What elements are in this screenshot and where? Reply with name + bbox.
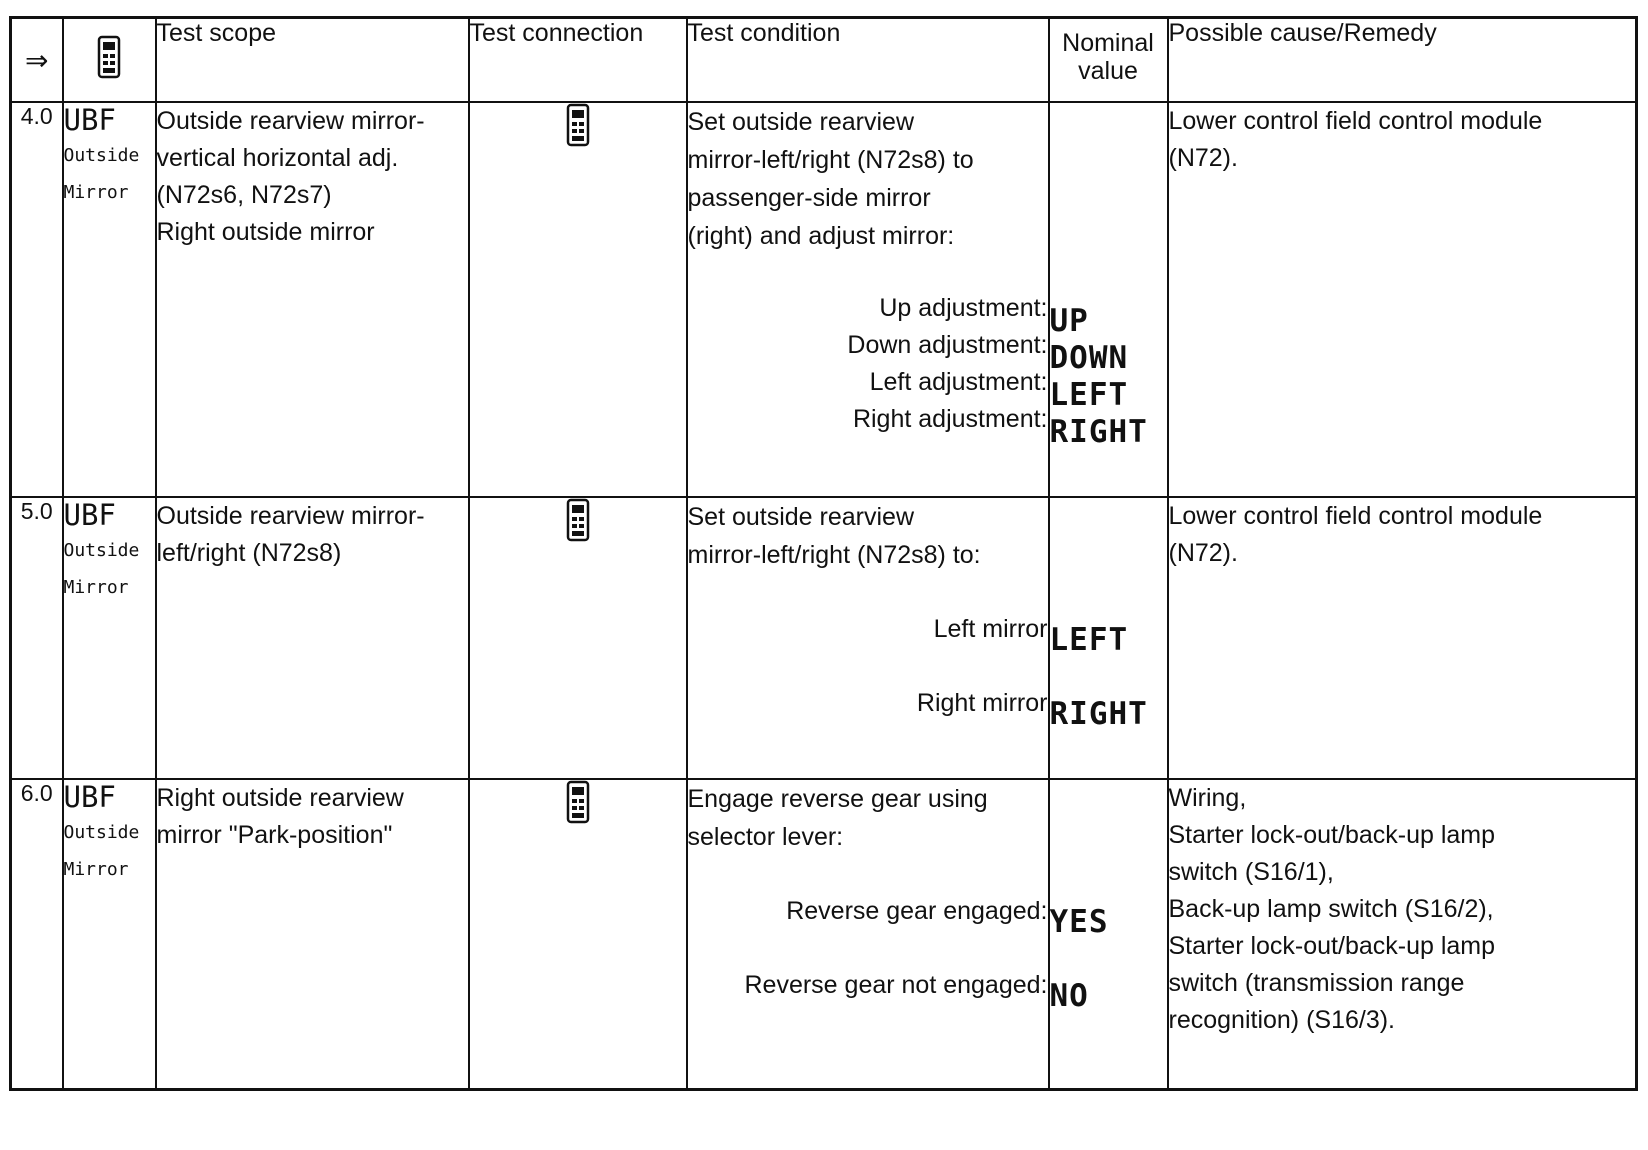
module-sub: Outside — [63, 540, 140, 561]
scope-line: left/right (N72s8) — [156, 539, 342, 567]
check-label: Left adjustment: — [869, 367, 1048, 396]
cause-line: Starter lock-out/back-up lamp — [1168, 932, 1496, 960]
module-code: UBF — [63, 103, 116, 137]
check-label: Reverse gear engaged: — [786, 896, 1048, 925]
header-cause-remedy: Possible cause/Remedy — [1168, 18, 1637, 103]
check-label: Right adjustment: — [852, 404, 1048, 433]
module-cell — [63, 779, 156, 1089]
nominal-value: LEFT — [1049, 377, 1129, 413]
nominal-value: LEFT — [1049, 622, 1129, 658]
condition-line: mirror-left/right (N72s8) to — [687, 146, 974, 174]
check-label: Reverse gear not engaged: — [744, 970, 1048, 999]
nominal-value: YES — [1049, 904, 1109, 940]
scope-line: Right outside rearview — [156, 784, 404, 812]
module-sub: Mirror — [63, 182, 129, 203]
cause-line: (N72). — [1168, 539, 1238, 567]
test-condition — [687, 497, 1049, 779]
test-connection — [469, 779, 687, 1089]
cause-remedy — [1168, 497, 1637, 779]
header-row — [11, 18, 1637, 103]
module-code: UBF — [63, 498, 116, 532]
test-scope — [156, 497, 469, 779]
test-condition — [687, 779, 1049, 1089]
condition-line: selector lever: — [687, 823, 844, 851]
module-cell — [63, 497, 156, 779]
step-number: 6.0 — [11, 779, 63, 1089]
cause-remedy — [1168, 779, 1637, 1089]
scope-line: mirror "Park-position" — [156, 821, 393, 849]
test-scope — [156, 102, 469, 497]
tester-icon — [63, 18, 156, 103]
module-sub: Outside — [63, 822, 140, 843]
test-condition — [687, 102, 1049, 497]
tester-icon — [566, 498, 590, 542]
cause-line: Wiring, — [1168, 784, 1247, 812]
scope-line: Outside rearview mirror- — [156, 107, 425, 135]
module-sub: Mirror — [63, 577, 129, 598]
table-row — [11, 102, 1637, 497]
tester-icon — [566, 103, 590, 147]
cause-line: (N72). — [1168, 144, 1238, 172]
cause-line: switch (S16/1), — [1168, 858, 1334, 886]
test-table — [9, 16, 1638, 1091]
cause-line: switch (transmission range — [1168, 969, 1465, 997]
nominal-values — [1049, 497, 1168, 779]
condition-line: Engage reverse gear using — [687, 785, 988, 813]
test-scope — [156, 779, 469, 1089]
header-test-connection: Test connection — [469, 18, 687, 103]
header-test-scope: Test scope — [156, 18, 469, 103]
arrow-icon: ⇒ — [11, 18, 63, 103]
condition-line: (right) and adjust mirror: — [687, 222, 955, 250]
condition-line: passenger-side mirror — [687, 184, 931, 212]
cause-line: Lower control field control module — [1168, 502, 1543, 530]
nominal-values — [1049, 779, 1168, 1089]
nominal-value: NO — [1049, 978, 1089, 1014]
scope-line: Outside rearview mirror- — [156, 502, 425, 530]
test-connection — [469, 102, 687, 497]
nominal-value: DOWN — [1049, 340, 1129, 376]
step-number: 4.0 — [11, 102, 63, 497]
condition-line: Set outside rearview — [687, 108, 915, 136]
condition-line: mirror-left/right (N72s8) to: — [687, 541, 981, 569]
cause-line: recognition) (S16/3). — [1168, 1006, 1396, 1034]
nominal-value: RIGHT — [1049, 696, 1148, 732]
module-cell — [63, 102, 156, 497]
scope-line: (N72s6, N72s7) — [156, 181, 332, 209]
step-number: 5.0 — [11, 497, 63, 779]
check-label: Left mirror — [933, 614, 1048, 643]
nominal-value: UP — [1049, 303, 1089, 339]
nominal-value: RIGHT — [1049, 414, 1148, 450]
check-label: Right mirror — [916, 688, 1048, 717]
scope-line: Right outside mirror — [156, 218, 375, 246]
module-sub: Mirror — [63, 859, 129, 880]
tester-icon — [566, 780, 590, 824]
cause-line: Lower control field control module — [1168, 107, 1543, 135]
cause-line: Starter lock-out/back-up lamp — [1168, 821, 1496, 849]
check-label: Down adjustment: — [847, 330, 1048, 359]
cause-line: Back-up lamp switch (S16/2), — [1168, 895, 1494, 923]
table-row — [11, 779, 1637, 1089]
header-test-condition: Test condition — [687, 18, 1049, 103]
test-connection — [469, 497, 687, 779]
table-row — [11, 497, 1637, 779]
condition-line: Set outside rearview — [687, 503, 915, 531]
header-nominal-value: Nominal value — [1049, 18, 1168, 103]
module-code: UBF — [63, 780, 116, 814]
scope-line: vertical horizontal adj. — [156, 144, 399, 172]
check-label: Up adjustment: — [879, 293, 1048, 322]
cause-remedy — [1168, 102, 1637, 497]
nominal-values — [1049, 102, 1168, 497]
module-sub: Outside — [63, 145, 140, 166]
